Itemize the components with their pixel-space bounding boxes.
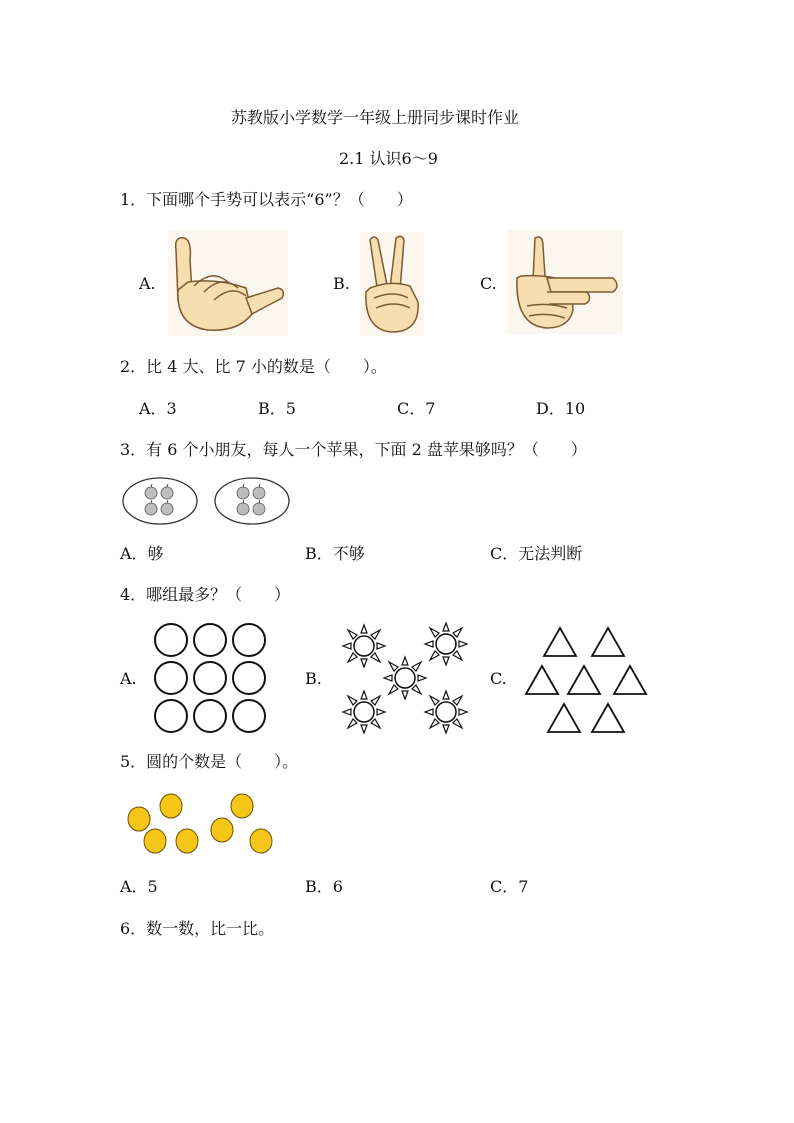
apple-plate-1 xyxy=(121,476,199,526)
five-suns-group xyxy=(336,618,478,742)
question-3-text: 3．有 6 个小朋友，每人一个苹果，下面 2 盘苹果够吗？（ ） xyxy=(120,440,587,459)
question-5-text: 5．圆的个数是（ ）。 xyxy=(120,752,299,771)
q5-option-a: A．5 xyxy=(120,877,158,896)
q2-option-d: D．10 xyxy=(536,399,586,418)
question-1-text: 1．下面哪个手势可以表示“6”？（ ） xyxy=(120,190,413,209)
q1-option-a-label: A. xyxy=(139,274,156,293)
question-6-text: 6．数一数，比一比。 xyxy=(120,919,275,938)
pointing-hand-image xyxy=(507,230,623,334)
q2-option-c: C．7 xyxy=(397,399,436,418)
apple-plate-2 xyxy=(213,476,291,526)
q3-option-a: A．够 xyxy=(120,544,164,563)
q5-option-c: C．7 xyxy=(490,877,529,896)
q2-option-a: A．3 xyxy=(139,399,177,418)
gold-circles-group xyxy=(124,792,276,858)
question-4-text: 4．哪组最多？（ ） xyxy=(120,585,291,604)
q2-option-b: B．5 xyxy=(258,399,296,418)
two-fingers-crossed-hand-image xyxy=(360,232,424,336)
q1-option-b-label: B. xyxy=(333,274,350,293)
q5-option-b: B．6 xyxy=(305,877,343,896)
section-title: 2.1 认识6～9 xyxy=(339,149,438,168)
q4-option-b-label: B. xyxy=(305,669,322,688)
q4-option-c-label: C. xyxy=(490,669,507,688)
page-title: 苏教版小学数学一年级上册同步课时作业 xyxy=(231,108,520,127)
seven-triangles-group xyxy=(524,624,652,736)
question-2-text: 2．比 4 大、比 7 小的数是（ ）。 xyxy=(120,357,387,376)
q4-option-a-label: A. xyxy=(120,669,137,688)
q3-option-b: B．不够 xyxy=(305,544,365,563)
q1-option-c-label: C. xyxy=(480,274,497,293)
q3-option-c: C．无法判断 xyxy=(490,544,583,563)
nine-circles-group xyxy=(152,622,270,736)
six-gesture-hand-image xyxy=(168,230,288,336)
